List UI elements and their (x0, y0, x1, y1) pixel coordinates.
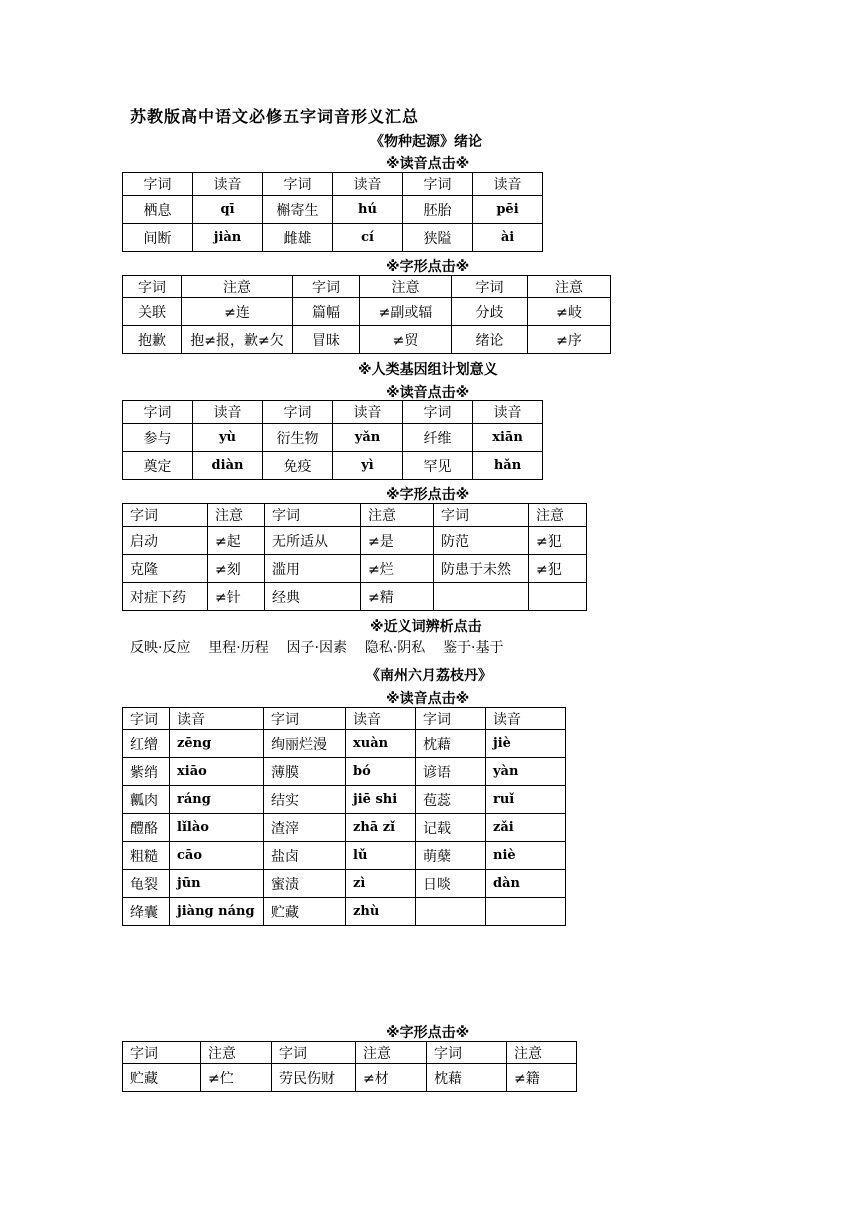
table-row (123, 898, 566, 926)
word-cell: 蜜渍 (264, 870, 346, 898)
header-cell: 字词 (272, 1042, 356, 1064)
word-cell: 苞蕊 (416, 786, 486, 814)
pinyin-cell: niè (486, 842, 566, 870)
pinyin-cell: xiāo (170, 758, 264, 786)
pinyin-cell: cāo (170, 842, 264, 870)
table-header-row (123, 504, 587, 527)
synonym-pair: 里程·历程 (208, 640, 269, 656)
synonym-pair: 隐私·阴私 (364, 640, 426, 656)
word-cell: 免疫 (263, 452, 333, 480)
header-cell: 字词 (427, 1042, 507, 1064)
section-title-lychee: 《南州六月荔枝丹》 (366, 668, 492, 684)
word-cell: 启动 (123, 527, 208, 555)
word-cell (434, 583, 529, 611)
pinyin-cell: jiàng náng (170, 898, 264, 926)
word-cell: 篇幅 (293, 298, 360, 326)
word-cell: 滥用 (265, 555, 361, 583)
word-cell: 参与 (123, 424, 193, 452)
header-cell: 注意 (528, 276, 611, 298)
reading-table-2 (122, 400, 543, 480)
reading-table-1 (122, 172, 543, 252)
synonym-pair: 鉴于·基于 (443, 640, 504, 656)
word-cell: 关联 (123, 298, 182, 326)
form-table-1 (122, 275, 611, 354)
word-cell: 盐卤 (264, 842, 346, 870)
pinyin-cell: cí (333, 224, 403, 252)
pinyin-cell: yù (193, 424, 263, 452)
pinyin-cell: xiān (473, 424, 543, 452)
table-row (123, 1064, 577, 1092)
header-cell: 读音 (346, 708, 416, 730)
note-cell: ≠序 (528, 326, 611, 354)
word-cell: 无所适从 (265, 527, 361, 555)
word-cell: 奠定 (123, 452, 193, 480)
pinyin-cell: xuàn (346, 730, 416, 758)
header-cell: 字词 (264, 708, 346, 730)
pinyin-cell: hǎn (473, 452, 543, 480)
table-row (123, 196, 543, 224)
document-title: 苏教版高中语文必修五字词音形义汇总 (130, 107, 420, 126)
header-cell: 读音 (170, 708, 264, 730)
header-cell: 字词 (452, 276, 528, 298)
word-cell: 罕见 (403, 452, 473, 480)
word-cell: 谚语 (416, 758, 486, 786)
pinyin-cell: zhù (346, 898, 416, 926)
header-cell: 字词 (403, 173, 473, 196)
pinyin-cell: zēng (170, 730, 264, 758)
pinyin-cell: lǔ (346, 842, 416, 870)
word-cell: 防患于未然 (434, 555, 529, 583)
word-cell: 衍生物 (263, 424, 333, 452)
word-cell: 狭隘 (403, 224, 473, 252)
table-row (123, 527, 587, 555)
word-cell: 记载 (416, 814, 486, 842)
pinyin-cell: ráng (170, 786, 264, 814)
word-cell: 日啖 (416, 870, 486, 898)
synonym-pair: 因子·因素 (286, 640, 347, 656)
table-row (123, 555, 587, 583)
header-cell: 字词 (263, 401, 333, 424)
table-header-row (123, 173, 543, 196)
pinyin-cell: jiàn (193, 224, 263, 252)
pinyin-cell: dàn (486, 870, 566, 898)
pinyin-cell: pēi (473, 196, 543, 224)
word-cell: 冒昧 (293, 326, 360, 354)
word-cell: 抱歉 (123, 326, 182, 354)
form-heading: ※字形点击※ (386, 1025, 470, 1041)
header-cell: 字词 (293, 276, 360, 298)
table-row (123, 842, 566, 870)
word-cell: 防范 (434, 527, 529, 555)
synonym-heading: ※近义词辨析点击 (370, 619, 482, 635)
pinyin-cell: zhā zǐ (346, 814, 416, 842)
pinyin-cell: yì (333, 452, 403, 480)
pinyin-cell: ài (473, 224, 543, 252)
note-cell: ≠烂 (361, 555, 434, 583)
word-cell: 间断 (123, 224, 193, 252)
header-cell: 字词 (123, 504, 208, 527)
header-cell: 字词 (123, 708, 170, 730)
note-cell: ≠连 (182, 298, 293, 326)
word-cell: 克隆 (123, 555, 208, 583)
header-cell: 注意 (507, 1042, 577, 1064)
form-table-2 (122, 503, 587, 611)
table-header-row (123, 708, 566, 730)
word-cell: 绪论 (452, 326, 528, 354)
word-cell: 瓤肉 (123, 786, 170, 814)
pinyin-cell: bó (346, 758, 416, 786)
table-row (123, 298, 611, 326)
header-cell: 字词 (265, 504, 361, 527)
header-cell: 读音 (193, 401, 263, 424)
table-row (123, 758, 566, 786)
word-cell (416, 898, 486, 926)
table-row (123, 786, 566, 814)
note-cell: ≠籍 (507, 1064, 577, 1092)
pinyin-cell: zǎi (486, 814, 566, 842)
note-cell: 抱≠报，歉≠欠 (182, 326, 293, 354)
header-cell: 字词 (263, 173, 333, 196)
reading-heading: ※读音点击※ (386, 385, 470, 401)
word-cell: 绚丽烂漫 (264, 730, 346, 758)
header-cell: 注意 (356, 1042, 427, 1064)
pinyin-cell: jūn (170, 870, 264, 898)
pinyin-cell: ruǐ (486, 786, 566, 814)
header-cell: 字词 (434, 504, 529, 527)
section-title-origin-of-species: 《物种起源》绪论 (370, 134, 482, 150)
form-table-3 (122, 1041, 577, 1092)
word-cell: 渣滓 (264, 814, 346, 842)
table-row (123, 452, 543, 480)
note-cell: ≠针 (208, 583, 265, 611)
note-cell: ≠是 (361, 527, 434, 555)
word-cell: 枕藉 (427, 1064, 507, 1092)
header-cell: 读音 (473, 401, 543, 424)
note-cell: ≠副或辐 (360, 298, 452, 326)
header-cell: 注意 (361, 504, 434, 527)
word-cell: 胚胎 (403, 196, 473, 224)
table-row (123, 424, 543, 452)
header-cell: 注意 (182, 276, 293, 298)
header-cell: 字词 (416, 708, 486, 730)
reading-heading: ※读音点击※ (386, 691, 470, 707)
header-cell: 注意 (360, 276, 452, 298)
pinyin-cell: qī (193, 196, 263, 224)
header-cell: 注意 (529, 504, 587, 527)
header-cell: 字词 (123, 276, 182, 298)
synonym-pair: 反映·反应 (130, 640, 191, 656)
table-row (123, 326, 611, 354)
section-title-human-genome: ※人类基因组计划意义 (358, 362, 498, 378)
word-cell: 分歧 (452, 298, 528, 326)
word-cell: 结实 (264, 786, 346, 814)
word-cell: 对症下药 (123, 583, 208, 611)
word-cell: 枕藉 (416, 730, 486, 758)
word-cell: 萌蘖 (416, 842, 486, 870)
note-cell: ≠刻 (208, 555, 265, 583)
note-cell: ≠岐 (528, 298, 611, 326)
header-cell: 读音 (486, 708, 566, 730)
pinyin-cell: jiē shi (346, 786, 416, 814)
word-cell: 栖息 (123, 196, 193, 224)
header-cell: 读音 (193, 173, 263, 196)
note-cell: ≠犯 (529, 527, 587, 555)
note-cell: ≠犯 (529, 555, 587, 583)
note-cell: ≠精 (361, 583, 434, 611)
synonym-list (130, 637, 504, 657)
form-heading: ※字形点击※ (386, 259, 470, 275)
word-cell: 纤维 (403, 424, 473, 452)
table-row (123, 224, 543, 252)
word-cell: 劳民伤财 (272, 1064, 356, 1092)
word-cell: 醴酪 (123, 814, 170, 842)
word-cell: 红缯 (123, 730, 170, 758)
header-cell: 读音 (333, 173, 403, 196)
table-row (123, 870, 566, 898)
note-cell: ≠贸 (360, 326, 452, 354)
note-cell: ≠伫 (201, 1064, 272, 1092)
table-header-row (123, 401, 543, 424)
word-cell: 紫绡 (123, 758, 170, 786)
table-row (123, 730, 566, 758)
pinyin-cell: hú (333, 196, 403, 224)
note-cell: ≠起 (208, 527, 265, 555)
pinyin-cell: jiè (486, 730, 566, 758)
table-header-row (123, 1042, 577, 1064)
word-cell: 经典 (265, 583, 361, 611)
table-row (123, 814, 566, 842)
reading-heading: ※读音点击※ (386, 156, 470, 172)
word-cell: 绛囊 (123, 898, 170, 926)
form-heading: ※字形点击※ (386, 487, 470, 503)
pinyin-cell: zì (346, 870, 416, 898)
header-cell: 读音 (473, 173, 543, 196)
pinyin-cell (486, 898, 566, 926)
reading-table-3 (122, 707, 566, 926)
word-cell: 槲寄生 (263, 196, 333, 224)
word-cell: 龟裂 (123, 870, 170, 898)
note-cell (529, 583, 587, 611)
header-cell: 字词 (123, 173, 193, 196)
word-cell: 贮藏 (264, 898, 346, 926)
header-cell: 注意 (201, 1042, 272, 1064)
note-cell: ≠材 (356, 1064, 427, 1092)
pinyin-cell: lǐlào (170, 814, 264, 842)
header-cell: 字词 (123, 401, 193, 424)
table-header-row (123, 276, 611, 298)
pinyin-cell: yǎn (333, 424, 403, 452)
header-cell: 读音 (333, 401, 403, 424)
word-cell: 贮藏 (123, 1064, 201, 1092)
pinyin-cell: diàn (193, 452, 263, 480)
word-cell: 薄膜 (264, 758, 346, 786)
header-cell: 字词 (403, 401, 473, 424)
word-cell: 粗糙 (123, 842, 170, 870)
table-row (123, 583, 587, 611)
header-cell: 注意 (208, 504, 265, 527)
header-cell: 字词 (123, 1042, 201, 1064)
word-cell: 雌雄 (263, 224, 333, 252)
pinyin-cell: yàn (486, 758, 566, 786)
